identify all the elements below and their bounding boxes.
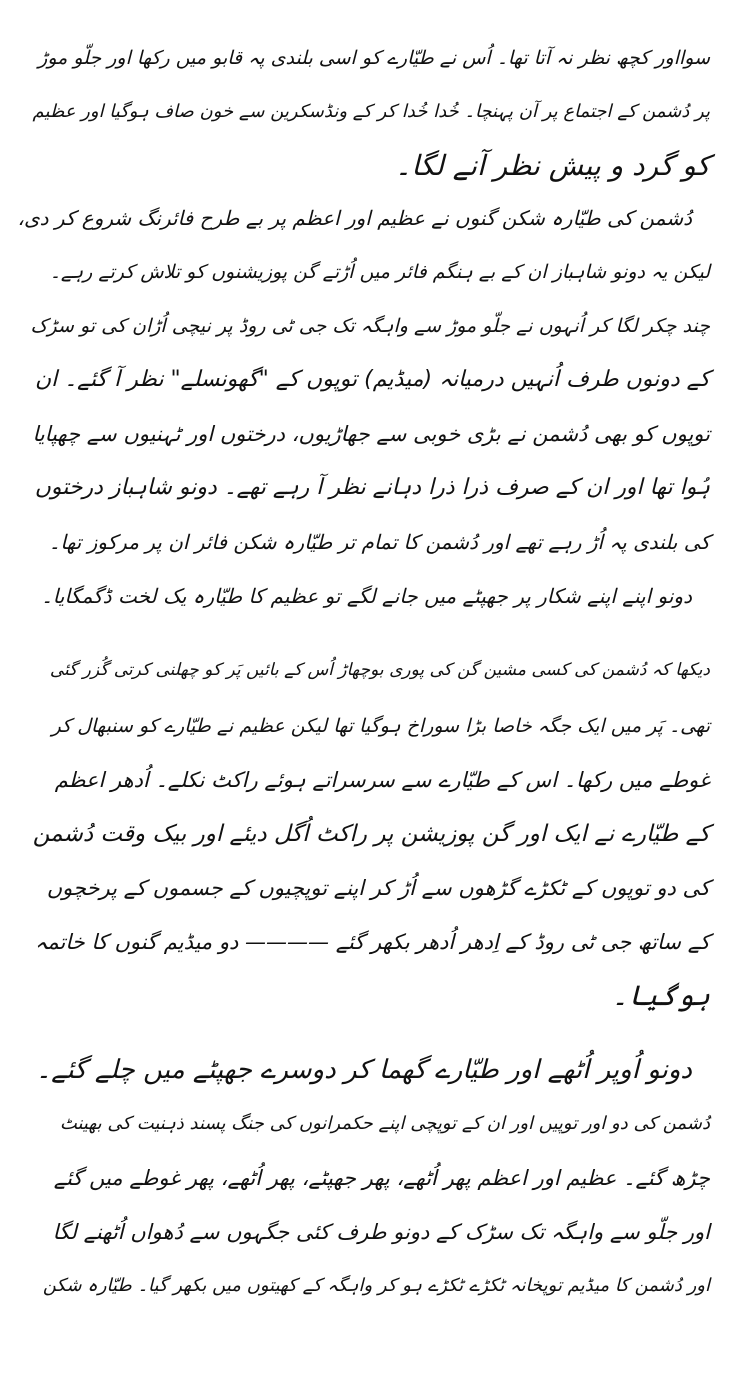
text-line: دونو اُوپر اُٹھے اور طیّارے گھما کر دوسرے جھپٹے میں چلے گئے۔ bbox=[35, 1055, 692, 1085]
text-line: اور دُشمن کا میڈیم توپخانہ ٹکڑے ٹکڑے ہو کر واہگہ کے کھیتوں میں بکھر گیا۔ طیّارہ شکن bbox=[42, 1275, 710, 1296]
text-line: کی دو توپوں کے ٹکڑے گڑھوں سے اُڑ کر اپنے توپچیوں کے جسموں کے پرخچوں bbox=[46, 876, 710, 900]
text-line: اور جلّو سے واہگہ تک سڑک کے دونو طرف کئی جگہوں سے دُھواں اُٹھنے لگا bbox=[52, 1220, 710, 1244]
text-line: دُشمن کی دو اور توپیں اور ان کے توپچی اپنے حکمرانوں کی جنگ پسند ذہنیت کی بھینٹ bbox=[59, 1113, 710, 1134]
text-line: کو گرد و پیش نظر آنے لگا۔ bbox=[394, 149, 710, 182]
text-line: توپوں کو بھی دُشمن نے بڑی خوبی سے جھاڑیوں، درختوں اور ٹہنیوں سے چھپایا bbox=[32, 422, 710, 446]
text-line: چند چکر لگا کر اُنہوں نے جلّو موڑ سے واہگہ تک جی ٹی روڈ پر نیچی اُڑان کی تو سڑک bbox=[30, 315, 710, 337]
text-line: چڑھ گئے۔ عظیم اور اعظم پھر اُٹھے، پھر جھپٹے، پھر اُٹھے، پھر غوطے میں گئے bbox=[53, 1166, 710, 1190]
text-line: کی بلندی پہ اُڑ رہے تھے اور دُشمن کا تمام تر طیّارہ شکن فائر ان پر مرکوز تھا۔ bbox=[48, 530, 710, 554]
text-line: کے دونوں طرف اُنہیں درمیانہ (میڈیم) توپوں کے "گھونسلے" نظر آ گئے۔ ان bbox=[35, 367, 710, 392]
text-line: دیکھا کہ دُشمن کی کسی مشین گن کی پوری بوچھاڑ اُس کے بائیں پَر کو چھلنی کرتی گُزر گئی bbox=[49, 660, 710, 680]
text-line: دونو اپنے اپنے شکار پر جھپٹے میں جانے لگے تو عظیم کا طیّارہ یک لخت ڈگمگایا۔ bbox=[41, 584, 692, 608]
text-line: کے ساتھ جی ٹی روڈ کے اِدھر اُدھر بکھر گئے ———— دو میڈیم گنوں کا خاتمہ bbox=[35, 930, 710, 954]
text-line: لیکن یہ دونو شاہباز ان کے بے ہنگم فائر میں اُڑتے گن پوزیشنوں کو تلاش کرتے رہے۔ bbox=[49, 261, 710, 283]
text-line: تھی۔ پَر میں ایک جگہ خاصا بڑا سوراخ ہوگیا تھا لیکن عظیم نے طیّارے کو سنبھال کر bbox=[51, 715, 710, 737]
text-line: دُشمن کی طیّارہ شکن گنوں نے عظیم اور اعظم پر بے طرح فائرنگ شروع کر دی، bbox=[17, 206, 692, 230]
text-line: ہُوا تھا اور ان کے صرف ذرا ذرا دہانے نظر آ رہے تھے۔ دونو شاہباز درختوں bbox=[34, 475, 710, 500]
text-line: کے طیّارے نے ایک اور گن پوزیشن پر راکٹ اُگل دیئے اور بیک وقت دُشمن bbox=[32, 821, 710, 847]
text-line: پر دُشمن کے اجتماع پر آن پہنچا۔ خُدا خُدا کر کے ونڈسکرین سے خون صاف ہوگیا اور عظیم bbox=[32, 101, 710, 122]
text-line: ہوگیا۔ bbox=[611, 979, 710, 1012]
text-line: غوطے میں رکھا۔ اس کے طیّارے سے سرسراتے ہوئے راکٹ نکلے۔ اُدھر اعظم bbox=[54, 768, 710, 792]
text-line: سوااور کچھ نظر نہ آتا تھا۔ اُس نے طیّارے کو اسی بلندی پہ قابو میں رکھا اور جلّو موڑ bbox=[38, 47, 710, 69]
